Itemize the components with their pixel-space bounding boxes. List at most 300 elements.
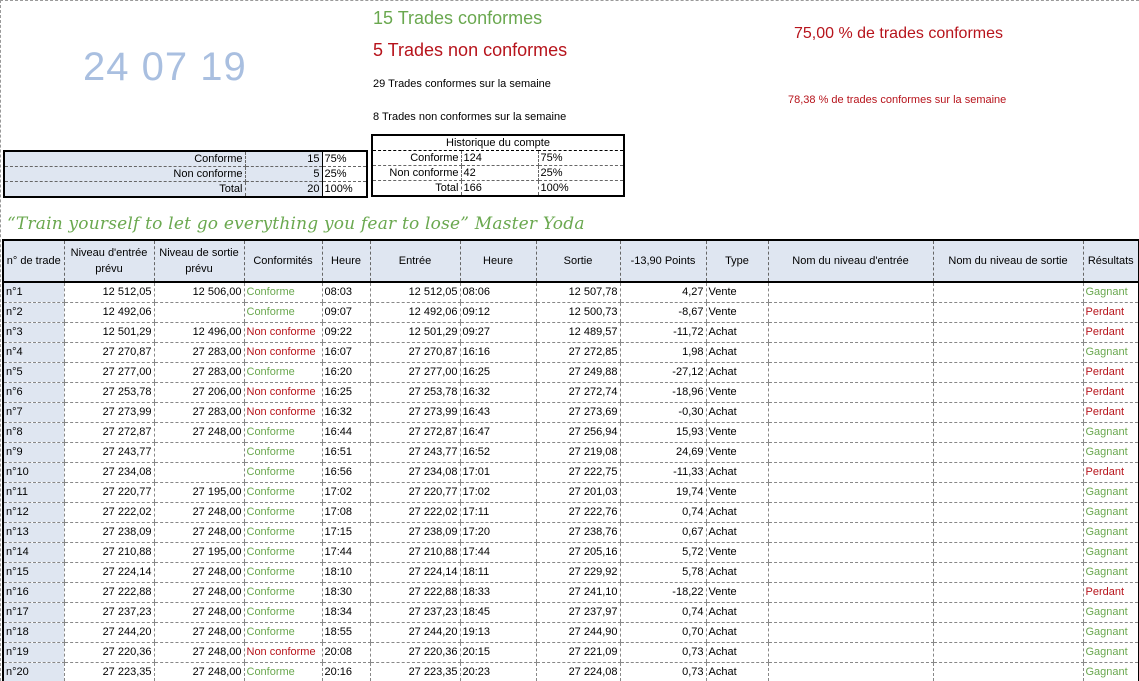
- cell-trade-number[interactable]: n°2: [3, 302, 64, 322]
- cell-planned-entry[interactable]: 27 253,78: [64, 382, 154, 402]
- cell-entry-level-name[interactable]: [768, 322, 933, 342]
- cell-type[interactable]: Vente: [706, 542, 768, 562]
- cell-entry[interactable]: 27 220,36: [370, 642, 460, 662]
- cell-conformity[interactable]: Conforme: [244, 662, 322, 681]
- cell-entry-level-name[interactable]: [768, 562, 933, 582]
- cell-type[interactable]: Achat: [706, 662, 768, 681]
- cell-planned-entry[interactable]: 27 224,14: [64, 562, 154, 582]
- cell-entry[interactable]: 12 501,29: [370, 322, 460, 342]
- cell-exit[interactable]: 12 500,73: [536, 302, 620, 322]
- cell-entry[interactable]: 27 223,35: [370, 662, 460, 681]
- cell-exit-time[interactable]: 20:15: [460, 642, 536, 662]
- cell-entry-time[interactable]: 17:08: [322, 502, 370, 522]
- cell-planned-entry[interactable]: 12 512,05: [64, 282, 154, 302]
- cell-type[interactable]: Achat: [706, 322, 768, 342]
- cell-entry[interactable]: 27 222,88: [370, 582, 460, 602]
- cell-planned-entry[interactable]: 27 273,99: [64, 402, 154, 422]
- cell-trade-number[interactable]: n°20: [3, 662, 64, 681]
- cell-exit[interactable]: 27 221,09: [536, 642, 620, 662]
- cell-entry-level-name[interactable]: [768, 362, 933, 382]
- cell-entry[interactable]: 27 244,20: [370, 622, 460, 642]
- cell-exit[interactable]: 27 222,75: [536, 462, 620, 482]
- cell-result[interactable]: Gagnant: [1083, 502, 1139, 522]
- cell-planned-entry[interactable]: 27 222,02: [64, 502, 154, 522]
- cell-entry[interactable]: 27 243,77: [370, 442, 460, 462]
- cell-entry[interactable]: 27 210,88: [370, 542, 460, 562]
- col-header-planned-entry[interactable]: Niveau d'entrée prévu: [64, 240, 154, 282]
- cell-entry-level-name[interactable]: [768, 522, 933, 542]
- cell-conformity[interactable]: Conforme: [244, 442, 322, 462]
- cell-conformity[interactable]: Conforme: [244, 502, 322, 522]
- cell-exit-time[interactable]: 16:52: [460, 442, 536, 462]
- cell-exit-time[interactable]: 09:27: [460, 322, 536, 342]
- cell-type[interactable]: Vente: [706, 382, 768, 402]
- cell-trade-number[interactable]: n°4: [3, 342, 64, 362]
- cell-exit[interactable]: 27 249,88: [536, 362, 620, 382]
- cell-result[interactable]: Gagnant: [1083, 442, 1139, 462]
- cell-exit-time[interactable]: 19:13: [460, 622, 536, 642]
- table-row: [3, 482, 1139, 502]
- cell-entry[interactable]: 27 234,08: [370, 462, 460, 482]
- cell-trade-number[interactable]: n°16: [3, 582, 64, 602]
- cell-entry-level-name[interactable]: [768, 482, 933, 502]
- cell-points[interactable]: 0,74: [620, 602, 706, 622]
- cell-planned-exit[interactable]: 27 206,00: [154, 382, 244, 402]
- cell-result[interactable]: Gagnant: [1083, 602, 1139, 622]
- cell-entry-level-name[interactable]: [768, 402, 933, 422]
- cell-entry-time[interactable]: 18:10: [322, 562, 370, 582]
- col-header-entry-time[interactable]: Heure: [322, 240, 370, 282]
- table-row: [3, 622, 1139, 642]
- cell-conformity[interactable]: Conforme: [244, 602, 322, 622]
- cell-planned-exit[interactable]: 27 248,00: [154, 642, 244, 662]
- history-percent[interactable]: 25%: [538, 166, 624, 181]
- cell-conformity[interactable]: Conforme: [244, 522, 322, 542]
- cell-type[interactable]: Achat: [706, 562, 768, 582]
- cell-planned-exit[interactable]: [154, 462, 244, 482]
- cell-entry-level-name[interactable]: [768, 662, 933, 681]
- cell-points[interactable]: 0,73: [620, 662, 706, 681]
- cell-type[interactable]: Achat: [706, 342, 768, 362]
- cell-entry[interactable]: 12 512,05: [370, 282, 460, 302]
- summary-value[interactable]: 15: [245, 151, 322, 167]
- cell-entry-time[interactable]: 16:56: [322, 462, 370, 482]
- col-header-exit-time[interactable]: Heure: [460, 240, 536, 282]
- cell-planned-exit[interactable]: 12 496,00: [154, 322, 244, 342]
- cell-exit[interactable]: 27 272,85: [536, 342, 620, 362]
- cell-points[interactable]: 1,98: [620, 342, 706, 362]
- cell-result[interactable]: Perdant: [1083, 582, 1139, 602]
- cell-trade-number[interactable]: n°6: [3, 382, 64, 402]
- cell-conformity[interactable]: Non conforme: [244, 322, 322, 342]
- cell-entry-level-name[interactable]: [768, 502, 933, 522]
- cell-type[interactable]: Achat: [706, 522, 768, 542]
- cell-exit-level-name[interactable]: [933, 302, 1083, 322]
- summary-label[interactable]: Total: [4, 182, 245, 198]
- cell-type[interactable]: Vente: [706, 422, 768, 442]
- history-value[interactable]: 42: [461, 166, 538, 181]
- cell-entry-time[interactable]: 18:30: [322, 582, 370, 602]
- cell-exit-time[interactable]: 18:33: [460, 582, 536, 602]
- cell-entry[interactable]: 27 272,87: [370, 422, 460, 442]
- cell-result[interactable]: Perdant: [1083, 322, 1139, 342]
- cell-exit[interactable]: 27 219,08: [536, 442, 620, 462]
- cell-planned-entry[interactable]: 27 243,77: [64, 442, 154, 462]
- cell-exit-time[interactable]: 18:11: [460, 562, 536, 582]
- cell-exit-level-name[interactable]: [933, 422, 1083, 442]
- cell-planned-exit[interactable]: 27 248,00: [154, 622, 244, 642]
- cell-entry-level-name[interactable]: [768, 422, 933, 442]
- cell-points[interactable]: -11,33: [620, 462, 706, 482]
- cell-planned-exit[interactable]: 27 195,00: [154, 542, 244, 562]
- cell-exit[interactable]: 27 238,76: [536, 522, 620, 542]
- cell-points[interactable]: 0,70: [620, 622, 706, 642]
- cell-entry-time[interactable]: 17:15: [322, 522, 370, 542]
- account-history-title[interactable]: Historique du compte: [372, 135, 624, 151]
- cell-entry-time[interactable]: 17:02: [322, 482, 370, 502]
- cell-entry[interactable]: 27 220,77: [370, 482, 460, 502]
- cell-conformity[interactable]: Non conforme: [244, 382, 322, 402]
- cell-exit[interactable]: 27 222,76: [536, 502, 620, 522]
- cell-type[interactable]: Achat: [706, 642, 768, 662]
- cell-conformity[interactable]: Conforme: [244, 462, 322, 482]
- cell-exit-level-name[interactable]: [933, 362, 1083, 382]
- cell-exit-level-name[interactable]: [933, 662, 1083, 681]
- cell-points[interactable]: -18,22: [620, 582, 706, 602]
- cell-type[interactable]: Achat: [706, 602, 768, 622]
- cell-trade-number[interactable]: n°12: [3, 502, 64, 522]
- cell-result[interactable]: Gagnant: [1083, 642, 1139, 662]
- history-label[interactable]: Conforme: [372, 151, 461, 166]
- cell-planned-entry[interactable]: 12 492,06: [64, 302, 154, 322]
- cell-conformity[interactable]: Conforme: [244, 542, 322, 562]
- cell-exit-time[interactable]: 17:44: [460, 542, 536, 562]
- cell-exit[interactable]: 27 201,03: [536, 482, 620, 502]
- cell-planned-entry[interactable]: 27 270,87: [64, 342, 154, 362]
- col-header-results[interactable]: Résultats: [1083, 240, 1139, 282]
- cell-conformity[interactable]: Conforme: [244, 622, 322, 642]
- cell-entry-time[interactable]: 09:07: [322, 302, 370, 322]
- col-header-type[interactable]: Type: [706, 240, 768, 282]
- cell-exit[interactable]: 27 205,16: [536, 542, 620, 562]
- cell-entry-level-name[interactable]: [768, 622, 933, 642]
- cell-entry-time[interactable]: 09:22: [322, 322, 370, 342]
- cell-points[interactable]: 0,74: [620, 502, 706, 522]
- cell-entry[interactable]: 27 273,99: [370, 402, 460, 422]
- cell-points[interactable]: 24,69: [620, 442, 706, 462]
- cell-exit-time[interactable]: 17:01: [460, 462, 536, 482]
- history-value[interactable]: 166: [461, 181, 538, 197]
- cell-result[interactable]: Gagnant: [1083, 482, 1139, 502]
- cell-trade-number[interactable]: n°9: [3, 442, 64, 462]
- cell-result[interactable]: Gagnant: [1083, 422, 1139, 442]
- col-header-exit[interactable]: Sortie: [536, 240, 620, 282]
- cell-entry-level-name[interactable]: [768, 302, 933, 322]
- cell-result[interactable]: Perdant: [1083, 302, 1139, 322]
- cell-trade-number[interactable]: n°1: [3, 282, 64, 302]
- cell-result[interactable]: Gagnant: [1083, 342, 1139, 362]
- cell-points[interactable]: -11,72: [620, 322, 706, 342]
- cell-exit[interactable]: 27 224,08: [536, 662, 620, 681]
- cell-entry[interactable]: 27 238,09: [370, 522, 460, 542]
- cell-entry-level-name[interactable]: [768, 582, 933, 602]
- cell-planned-exit[interactable]: 27 248,00: [154, 502, 244, 522]
- cell-conformity[interactable]: Non conforme: [244, 402, 322, 422]
- cell-result[interactable]: Gagnant: [1083, 282, 1139, 302]
- cell-planned-entry[interactable]: 27 222,88: [64, 582, 154, 602]
- cell-exit[interactable]: 27 241,10: [536, 582, 620, 602]
- cell-type[interactable]: Vente: [706, 442, 768, 462]
- cell-exit-level-name[interactable]: [933, 342, 1083, 362]
- cell-entry-time[interactable]: 08:03: [322, 282, 370, 302]
- cell-exit-time[interactable]: 17:11: [460, 502, 536, 522]
- cell-result[interactable]: Perdant: [1083, 462, 1139, 482]
- col-header-exit-level-name[interactable]: Nom du niveau de sortie: [933, 240, 1083, 282]
- cell-entry[interactable]: 27 222,02: [370, 502, 460, 522]
- cell-exit-level-name[interactable]: [933, 382, 1083, 402]
- cell-planned-exit[interactable]: 27 248,00: [154, 582, 244, 602]
- cell-exit-level-name[interactable]: [933, 462, 1083, 482]
- cell-exit-level-name[interactable]: [933, 622, 1083, 642]
- cell-planned-exit[interactable]: 12 506,00: [154, 282, 244, 302]
- history-value[interactable]: 124: [461, 151, 538, 166]
- cell-entry[interactable]: 27 277,00: [370, 362, 460, 382]
- cell-planned-entry[interactable]: 27 223,35: [64, 662, 154, 681]
- cell-type[interactable]: Achat: [706, 362, 768, 382]
- conformes-count: 15 Trades conformes: [373, 8, 543, 28]
- summary-value[interactable]: 20: [245, 182, 322, 198]
- cell-points[interactable]: -27,12: [620, 362, 706, 382]
- col-header-trade-number[interactable]: n° de trade: [3, 240, 64, 282]
- cell-planned-entry[interactable]: 12 501,29: [64, 322, 154, 342]
- cell-exit[interactable]: 27 273,69: [536, 402, 620, 422]
- cell-entry[interactable]: 27 270,87: [370, 342, 460, 362]
- cell-entry-level-name[interactable]: [768, 382, 933, 402]
- cell-planned-entry[interactable]: 27 210,88: [64, 542, 154, 562]
- table-row: [3, 302, 1139, 322]
- cell-trade-number[interactable]: n°13: [3, 522, 64, 542]
- cell-type[interactable]: Vente: [706, 582, 768, 602]
- cell-planned-exit[interactable]: 27 248,00: [154, 522, 244, 542]
- cell-entry-level-name[interactable]: [768, 342, 933, 362]
- cell-entry-level-name[interactable]: [768, 602, 933, 622]
- cell-entry-time[interactable]: 16:20: [322, 362, 370, 382]
- cell-type[interactable]: Achat: [706, 622, 768, 642]
- cell-result[interactable]: Gagnant: [1083, 662, 1139, 681]
- cell-entry-time[interactable]: 17:44: [322, 542, 370, 562]
- cell-type[interactable]: Achat: [706, 462, 768, 482]
- cell-exit-time[interactable]: 17:02: [460, 482, 536, 502]
- summary-value[interactable]: 5: [245, 167, 322, 182]
- cell-conformity[interactable]: Conforme: [244, 562, 322, 582]
- cell-conformity[interactable]: Conforme: [244, 422, 322, 442]
- cell-trade-number[interactable]: n°14: [3, 542, 64, 562]
- cell-points[interactable]: 5,72: [620, 542, 706, 562]
- cell-exit-time[interactable]: 16:16: [460, 342, 536, 362]
- table-row: [3, 322, 1139, 342]
- cell-exit-time[interactable]: 16:25: [460, 362, 536, 382]
- cell-exit-level-name[interactable]: [933, 442, 1083, 462]
- cell-entry[interactable]: 12 492,06: [370, 302, 460, 322]
- cell-entry-level-name[interactable]: [768, 542, 933, 562]
- cell-exit-time[interactable]: 08:06: [460, 282, 536, 302]
- cell-entry-time[interactable]: 18:55: [322, 622, 370, 642]
- summary-percent[interactable]: 100%: [322, 182, 367, 198]
- cell-entry-level-name[interactable]: [768, 642, 933, 662]
- cell-result[interactable]: Gagnant: [1083, 622, 1139, 642]
- cell-exit-level-name[interactable]: [933, 602, 1083, 622]
- col-header-conformity[interactable]: Conformités: [244, 240, 322, 282]
- cell-exit-level-name[interactable]: [933, 402, 1083, 422]
- cell-exit[interactable]: 27 237,97: [536, 602, 620, 622]
- cell-conformity[interactable]: Conforme: [244, 482, 322, 502]
- cell-exit[interactable]: 27 256,94: [536, 422, 620, 442]
- summary-label[interactable]: Conforme: [4, 151, 245, 167]
- cell-planned-entry[interactable]: 27 272,87: [64, 422, 154, 442]
- cell-exit-level-name[interactable]: [933, 642, 1083, 662]
- cell-planned-exit[interactable]: 27 283,00: [154, 342, 244, 362]
- table-row: [3, 442, 1139, 462]
- cell-entry-level-name[interactable]: [768, 442, 933, 462]
- table-row: [3, 662, 1139, 681]
- cell-type[interactable]: Vente: [706, 302, 768, 322]
- cell-trade-number[interactable]: n°19: [3, 642, 64, 662]
- cell-result[interactable]: Perdant: [1083, 362, 1139, 382]
- cell-planned-entry[interactable]: 27 244,20: [64, 622, 154, 642]
- cell-trade-number[interactable]: n°3: [3, 322, 64, 342]
- cell-planned-exit[interactable]: 27 283,00: [154, 402, 244, 422]
- cell-planned-exit[interactable]: [154, 302, 244, 322]
- cell-entry[interactable]: 27 237,23: [370, 602, 460, 622]
- cell-type[interactable]: Achat: [706, 402, 768, 422]
- history-label[interactable]: Total: [372, 181, 461, 197]
- cell-points[interactable]: 5,78: [620, 562, 706, 582]
- cell-planned-exit[interactable]: 27 248,00: [154, 562, 244, 582]
- cell-entry-time[interactable]: 16:32: [322, 402, 370, 422]
- cell-entry-time[interactable]: 16:51: [322, 442, 370, 462]
- cell-exit-level-name[interactable]: [933, 502, 1083, 522]
- cell-points[interactable]: 0,67: [620, 522, 706, 542]
- cell-entry-time[interactable]: 20:16: [322, 662, 370, 681]
- cell-result[interactable]: Gagnant: [1083, 562, 1139, 582]
- cell-trade-number[interactable]: n°11: [3, 482, 64, 502]
- cell-points[interactable]: 0,73: [620, 642, 706, 662]
- col-header-points[interactable]: -13,90 Points: [620, 240, 706, 282]
- cell-exit-time[interactable]: 16:32: [460, 382, 536, 402]
- cell-points[interactable]: -8,67: [620, 302, 706, 322]
- cell-exit-time[interactable]: 17:20: [460, 522, 536, 542]
- cell-points[interactable]: 15,93: [620, 422, 706, 442]
- cell-trade-number[interactable]: n°17: [3, 602, 64, 622]
- cell-planned-exit[interactable]: 27 248,00: [154, 602, 244, 622]
- cell-exit-time[interactable]: 09:12: [460, 302, 536, 322]
- cell-planned-entry[interactable]: 27 220,77: [64, 482, 154, 502]
- cell-exit-level-name[interactable]: [933, 282, 1083, 302]
- cell-type[interactable]: Vente: [706, 282, 768, 302]
- week-conformes-count: 29 Trades conformes sur la semaine: [373, 78, 551, 90]
- cell-points[interactable]: -18,96: [620, 382, 706, 402]
- history-label[interactable]: Non conforme: [372, 166, 461, 181]
- cell-conformity[interactable]: Conforme: [244, 282, 322, 302]
- cell-exit[interactable]: 27 272,74: [536, 382, 620, 402]
- cell-exit-level-name[interactable]: [933, 322, 1083, 342]
- cell-exit-time[interactable]: 16:47: [460, 422, 536, 442]
- cell-entry[interactable]: 27 253,78: [370, 382, 460, 402]
- cell-exit[interactable]: 12 507,78: [536, 282, 620, 302]
- cell-planned-entry[interactable]: 27 238,09: [64, 522, 154, 542]
- cell-result[interactable]: Perdant: [1083, 382, 1139, 402]
- cell-exit-time[interactable]: 20:23: [460, 662, 536, 681]
- cell-exit[interactable]: 27 229,92: [536, 562, 620, 582]
- cell-entry-time[interactable]: 16:44: [322, 422, 370, 442]
- cell-entry[interactable]: 27 224,14: [370, 562, 460, 582]
- cell-entry-time[interactable]: 20:08: [322, 642, 370, 662]
- cell-trade-number[interactable]: n°7: [3, 402, 64, 422]
- cell-planned-exit[interactable]: 27 283,00: [154, 362, 244, 382]
- summary-label[interactable]: Non conforme: [4, 167, 245, 182]
- cell-exit-time[interactable]: 18:45: [460, 602, 536, 622]
- cell-points[interactable]: 4,27: [620, 282, 706, 302]
- cell-trade-number[interactable]: n°8: [3, 422, 64, 442]
- cell-planned-entry[interactable]: 27 277,00: [64, 362, 154, 382]
- cell-planned-entry[interactable]: 27 234,08: [64, 462, 154, 482]
- summary-percent[interactable]: 25%: [322, 167, 367, 182]
- cell-result[interactable]: Perdant: [1083, 402, 1139, 422]
- cell-exit-level-name[interactable]: [933, 562, 1083, 582]
- cell-exit-level-name[interactable]: [933, 482, 1083, 502]
- cell-entry-time[interactable]: 16:07: [322, 342, 370, 362]
- cell-trade-number[interactable]: n°5: [3, 362, 64, 382]
- cell-conformity[interactable]: Conforme: [244, 582, 322, 602]
- cell-planned-exit[interactable]: 27 248,00: [154, 662, 244, 681]
- col-header-planned-exit[interactable]: Niveau de sortie prévu: [154, 240, 244, 282]
- cell-result[interactable]: Gagnant: [1083, 542, 1139, 562]
- cell-exit-level-name[interactable]: [933, 542, 1083, 562]
- cell-planned-entry[interactable]: 27 220,36: [64, 642, 154, 662]
- cell-points[interactable]: 19,74: [620, 482, 706, 502]
- cell-entry-time[interactable]: 18:34: [322, 602, 370, 622]
- cell-trade-number[interactable]: n°15: [3, 562, 64, 582]
- cell-type[interactable]: Vente: [706, 482, 768, 502]
- history-percent[interactable]: 100%: [540, 182, 569, 194]
- cell-entry-level-name[interactable]: [768, 462, 933, 482]
- cell-conformity[interactable]: Non conforme: [244, 642, 322, 662]
- cell-planned-exit[interactable]: 27 195,00: [154, 482, 244, 502]
- cell-conformity[interactable]: Conforme: [244, 302, 322, 322]
- cell-type[interactable]: Achat: [706, 502, 768, 522]
- cell-points[interactable]: -0,30: [620, 402, 706, 422]
- summary-percent[interactable]: 75%: [322, 151, 367, 167]
- cell-trade-number[interactable]: n°10: [3, 462, 64, 482]
- cell-exit-time[interactable]: 16:43: [460, 402, 536, 422]
- cell-planned-entry[interactable]: 27 237,23: [64, 602, 154, 622]
- cell-planned-exit[interactable]: [154, 442, 244, 462]
- cell-exit-level-name[interactable]: [933, 582, 1083, 602]
- col-header-entry-level-name[interactable]: Nom du niveau d'entrée: [768, 240, 933, 282]
- cell-planned-exit[interactable]: 27 248,00: [154, 422, 244, 442]
- cell-exit-level-name[interactable]: [933, 522, 1083, 542]
- cell-conformity[interactable]: Non conforme: [244, 342, 322, 362]
- history-percent[interactable]: 75%: [538, 151, 624, 166]
- cell-exit[interactable]: 27 244,90: [536, 622, 620, 642]
- col-header-entry[interactable]: Entrée: [370, 240, 460, 282]
- cell-result[interactable]: Gagnant: [1083, 522, 1139, 542]
- cell-exit[interactable]: 12 489,57: [536, 322, 620, 342]
- cell-entry-time[interactable]: 16:25: [322, 382, 370, 402]
- cell-conformity[interactable]: Conforme: [244, 362, 322, 382]
- cell-entry-level-name[interactable]: [768, 282, 933, 302]
- cell-trade-number[interactable]: n°18: [3, 622, 64, 642]
